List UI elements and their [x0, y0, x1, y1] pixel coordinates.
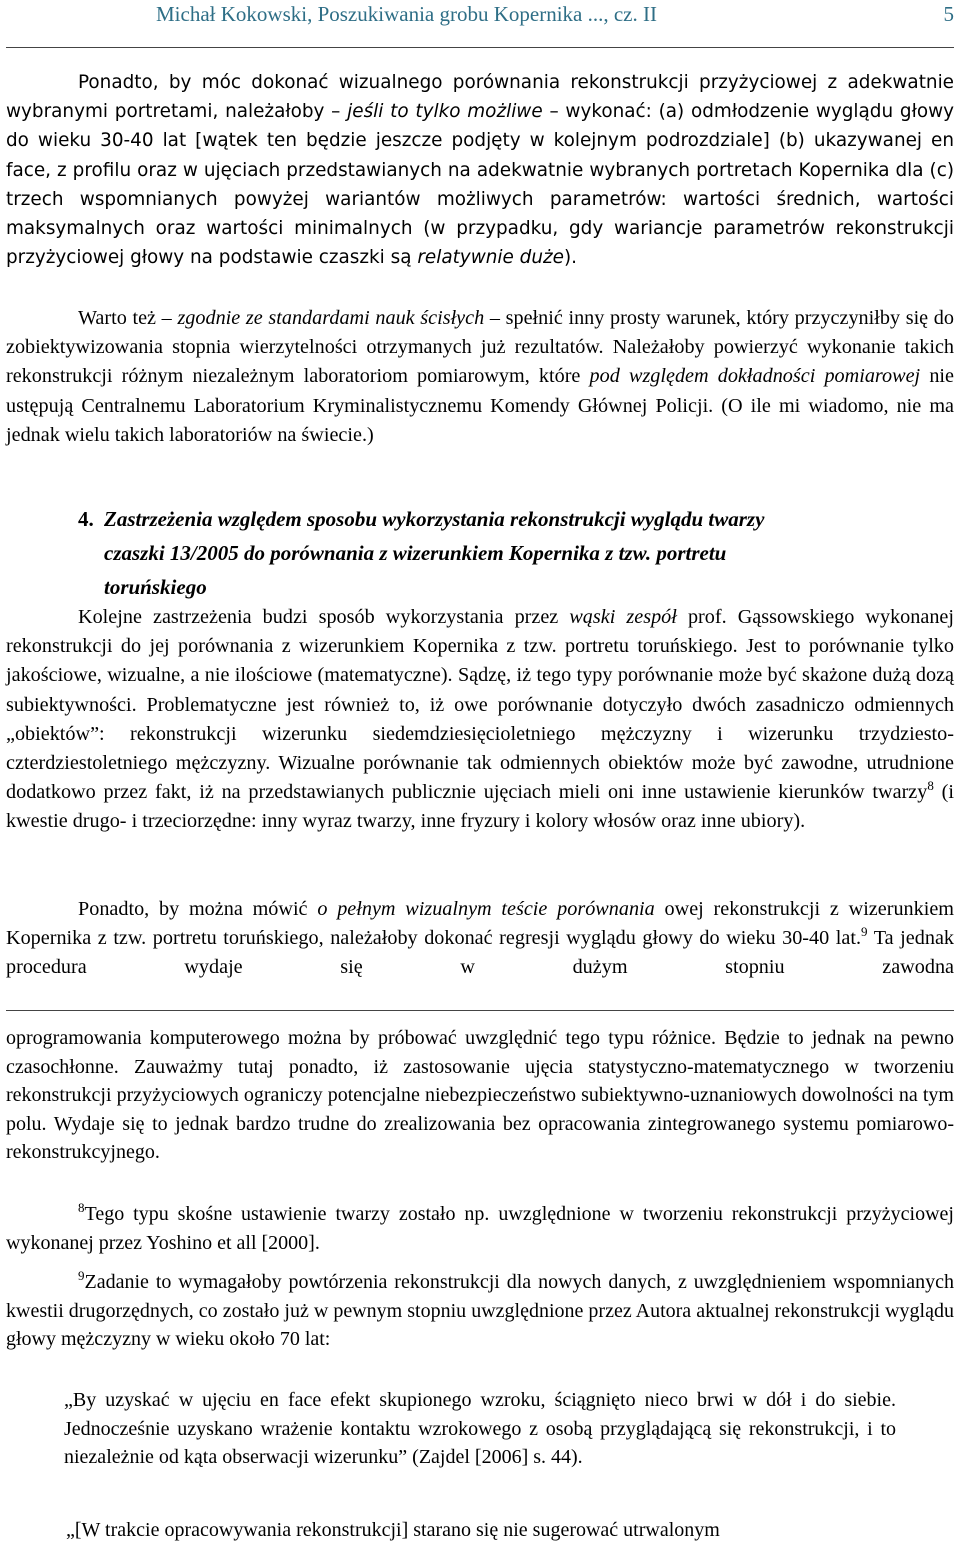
- footnote-9: [6, 1268, 954, 1354]
- p4-text-a: Ponadto, by można mówić: [78, 898, 318, 920]
- block-quote-2: „[W trakcie opracowywania rekonstrukcji] starano się nie sugerować utrwalonym: [66, 1519, 720, 1541]
- header-rule: [6, 47, 954, 48]
- footnote-rule: [6, 1010, 954, 1011]
- p3-italic: wąski zespół: [569, 606, 677, 628]
- p3-text-b: prof. Gąssowskiego wykonanej rekonstrukcji do jej porównania z wizerunkiem Kopernika z tzw. portretu toruńskiego. Jest to porównanie tylko jakościowe, wizualne, a nie ilościowe (matematyczne). Sądzę, iż tego typy porównanie może być skażone dużą dozą subiektywności. Problematyczne jest również to, iż owe porównanie dotyczyło dwóch zasadniczo odmiennych „obiektów”: rekonstrukcji wizerunku siedemdziesięcioletniego mężczyzny i wizerunku trzydziesto-czterdziestoletniego mężczyzny. Wizualne porównanie tak odmiennych obiektów może być zawodne, utrudnione dodatkowo przez fakt, iż na przedstawianych publicznie ujęciach mieli oni inne ustawienie kierunków twarzy: [6, 606, 954, 804]
- p2-italic: zgodnie ze standardami nauk ścisłych: [177, 307, 485, 329]
- footnote-8: [6, 1200, 954, 1257]
- p1-text: Ponadto, by móc dokonać wizualnego porównania rekonstrukcji przyżyciowej z adekwatnie wybranymi portretami, należałoby –: [6, 72, 954, 123]
- section-title-line-3: toruńskiego: [104, 575, 207, 599]
- p3-text-a: Kolejne zastrzeżenia budzi sposób wykorzystania przez: [78, 606, 570, 628]
- p2-italic2: pod względem dokładności pomiarowej: [589, 365, 921, 388]
- footnote-8-mark: 8: [78, 1200, 85, 1215]
- paragraph-2: [6, 304, 954, 450]
- p2-text-b: – spełnić inny prosty warunek, który przyczyniłby się do zobiektywizowania stopnia wierzytelności otrzymanych już rezultatów. Należałoby powierzyć wykonanie takich rekonstrukcji różnym niezależnym laboratoriom pomiarowym, które: [6, 307, 954, 388]
- p2-text-c: nie ustępują Centralnemu Laboratorium Kryminalistycznemu Komendy Głównej Policji. (O ile mi wiadomo, nie ma jednak wielu takich laboratoriów na świecie.): [6, 365, 954, 446]
- paragraph-3: [6, 603, 954, 837]
- page-number: 5: [943, 2, 954, 26]
- section-heading: [104, 502, 904, 604]
- p3-text-c: (i kwestie drugo- i trzeciorzędne: inny wyraz twarzy, inne fryzury i kolory włosów oraz inne ubiory).: [6, 781, 954, 833]
- p1-italic2: relatywnie duże: [417, 247, 564, 269]
- block-quote-1: „By uzyskać w ujęciu en face efekt skupionego wzroku, ściągnięto nieco brwi w dół i do siebie. Jednocześnie uzyskano wrażenie kontaktu wzrokowego z osobą przyglądającą się rekonstrukcji, i to niezależnie od kąta obserwacji wizerunku” (Zajdel [2006] s. 44).: [64, 1389, 896, 1469]
- footnote-8-text: Tego typu skośne ustawienie twarzy zostało np. uwzględnione w tworzeniu rekonstrukcji przyżyciowej wykonanej przez Yoshino et all [2000].: [6, 1203, 954, 1254]
- paragraph-4: [6, 895, 954, 983]
- footnote-ref-8[interactable]: 8: [927, 778, 934, 794]
- footnote-9-text: Zadanie to wymagałoby powtórzenia rekonstrukcji dla nowych danych, z uwzględnieniem wspomnianych kwestii drugorzędnych, co zostało już w pewnym stopniu uwzględnione przez Autora aktualnej rekonstrukcji wyglądu głowy mężczyzny w wieku około 70 lat:: [6, 1271, 954, 1351]
- footnote-9-mark: 9: [78, 1268, 85, 1283]
- section-number: 4.: [78, 507, 94, 531]
- footnote-ref-9[interactable]: 9: [861, 924, 868, 940]
- p1-italic: jeśli to tylko możliwe: [347, 101, 543, 123]
- p2-text-a: Warto też –: [78, 307, 178, 329]
- footnote-continuation: oprogramowania komputerowego można by próbować uwzględnić tego typu różnice. Będzie to jednak na pewno czasochłonne. Zauważmy tutaj ponadto, iż zastosowanie ujęcia statystyczno-matematycznego w tworzeniu rekonstrukcji przyżyciowych ograniczy potencjalne niebezpieczeństwo subiektywno-uznaniowych dowolności na tym polu. Wydaje się to jednak bardzo trudne do zrealizowania bez opracowania zintegrowanego systemu pomiarowo-rekonstrukcyjnego.: [6, 1027, 954, 1164]
- section-title-line-2: czaszki 13/2005 do porównania z wizerunkiem Kopernika z tzw. portretu: [104, 541, 727, 565]
- p1-end: ).: [563, 247, 577, 269]
- section-title-line-1: Zastrzeżenia względem sposobu wykorzystania rekonstrukcji wyglądu twarzy: [104, 507, 765, 531]
- running-header: [156, 2, 954, 27]
- p4-italic: o pełnym wizualnym teście porównania: [317, 898, 655, 920]
- p4-text-c: Ta jednak procedura wydaje się w dużym stopniu zawodna: [6, 927, 954, 979]
- header-title: Michał Kokowski, Poszukiwania grobu Kopernika ..., cz. II: [156, 2, 657, 26]
- paragraph-1: [6, 68, 954, 272]
- p1-mid: – wykonać: (a) odmłodzenie wyglądu głowy do wieku 30-40 lat [wątek ten będzie jeszcze podjęty w kolejnym podrozdziale] (b) ukazywanej en face, z profilu oraz w ujęciach przedstawianych na adekwatnie wybranych portretach Kopernika dla (c) trzech wspomnianych powyżej wariantów możliwych parametrów: wartości średnich, wartości maksymalnych oraz wartości minimalnych (w przypadku, gdy wariancje parametrów rekonstrukcji przyżyciowej głowy na podstawie czaszki są: [6, 101, 954, 269]
- p4-text-b: owej rekonstrukcji z wizerunkiem Kopernika z tzw. portretu toruńskiego, należałoby dokonać regresji wyglądu głowy do wieku 30-40 lat.: [6, 898, 954, 950]
